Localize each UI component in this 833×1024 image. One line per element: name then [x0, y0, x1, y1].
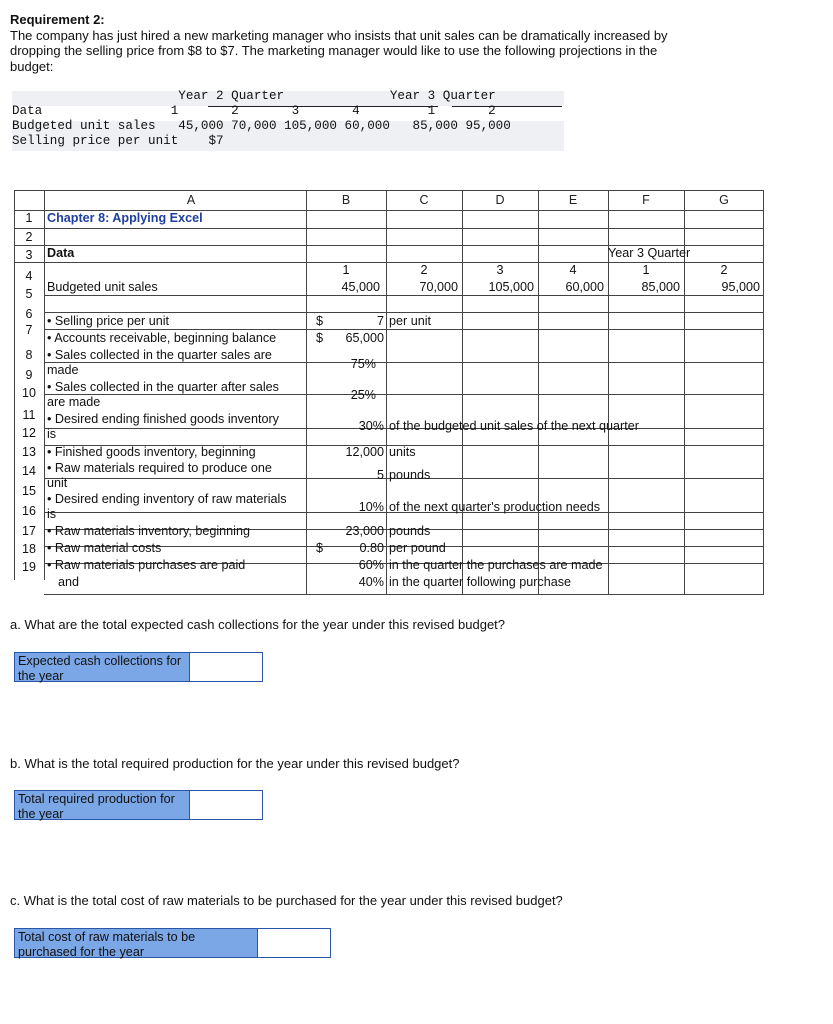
item-value: 7: [376, 314, 384, 328]
item-label-cont: are made: [47, 395, 101, 409]
expected-cash-collections-input[interactable]: [189, 652, 263, 682]
item-label: • Sales collected in the quarter after sales: [47, 380, 279, 394]
item-note: units: [389, 445, 416, 459]
item-value: 60%: [358, 558, 384, 572]
item-value: 25%: [350, 388, 376, 402]
row-number: 4: [25, 269, 33, 283]
quarter-header: 3: [496, 263, 504, 277]
item-label: • Desired ending finished goods inventory: [47, 412, 279, 426]
item-value: 40%: [358, 575, 384, 589]
quarter-header: 1: [342, 263, 350, 277]
item-label-cont: and: [58, 575, 80, 589]
row-number: 18: [22, 542, 36, 556]
row-number: 17: [22, 524, 36, 538]
item-label-cont: made: [47, 363, 79, 377]
item-value: 30%: [358, 419, 384, 433]
answer-row-a: [14, 652, 264, 684]
row-number: 3: [25, 248, 33, 262]
row-number: 1: [25, 211, 33, 225]
item-value: 75%: [350, 357, 376, 371]
item-note: of the next quarter's production needs: [389, 500, 601, 514]
requirement-text: The company has just hired a new marketing manager who insists that unit sales can be dramatically increased by dropping the selling price from $8 to $7. The marketing manager would like to use the following projections in the budget:: [10, 27, 668, 74]
budgeted-unit-sales-value: 60,000: [565, 280, 604, 294]
item-label-cont: unit: [47, 476, 68, 490]
data-box-line-2: Data 1 2 3 4 1 2: [12, 104, 496, 118]
item-label-cont: is: [47, 507, 57, 521]
col-header-f: F: [642, 193, 650, 207]
budgeted-unit-sales-value: 70,000: [419, 280, 458, 294]
question-b: b. What is the total required production for the year under this revised budget?: [10, 756, 460, 771]
requirement-header: [10, 12, 810, 74]
row-number: 6: [25, 307, 33, 321]
row-number: 9: [25, 368, 33, 382]
answer-row-b: [14, 790, 264, 822]
row-number: 8: [25, 348, 33, 362]
col-header-b: B: [341, 193, 351, 207]
row-number: 11: [22, 408, 36, 422]
answer-label-b: Total required production for the year: [14, 790, 190, 820]
budgeted-unit-sales-value: 95,000: [721, 280, 760, 294]
col-header-c: C: [419, 193, 429, 207]
quarter-header: 2: [420, 263, 428, 277]
quarter-header: 2: [720, 263, 728, 277]
item-note: in the quarter following purchase: [389, 575, 572, 589]
row-number: 19: [22, 560, 36, 574]
data-box-line-1: Year 2 Quarter Year 3 Quarter: [12, 89, 496, 103]
budgeted-unit-sales-value: 85,000: [641, 280, 680, 294]
spreadsheet: [14, 190, 764, 600]
answer-label-c: Total cost of raw materials to be purchased for the year: [14, 928, 258, 958]
row-number: 13: [22, 445, 36, 459]
item-value: 10%: [358, 500, 384, 514]
item-note: pounds: [389, 468, 431, 482]
answer-row-c: [14, 928, 332, 960]
item-label-cont: is: [47, 427, 57, 441]
col-header-g: G: [719, 193, 729, 207]
item-label: • Selling price per unit: [47, 314, 170, 328]
col-header-a: A: [186, 193, 196, 207]
raw-materials-cost-input[interactable]: [257, 928, 331, 958]
item-note: per pound: [389, 541, 446, 555]
row-number: 14: [22, 464, 36, 478]
row-number: 5: [25, 287, 33, 301]
item-label: • Finished goods inventory, beginning: [47, 445, 256, 459]
col-header-e: E: [568, 193, 578, 207]
row-number: 2: [25, 230, 33, 244]
item-value: 12,000: [345, 445, 384, 459]
item-label: • Sales collected in the quarter sales are: [47, 348, 272, 362]
requirement-title: Requirement 2:: [10, 12, 105, 27]
row-number: 10: [22, 386, 36, 400]
item-label: • Raw materials purchases are paid: [47, 558, 246, 572]
item-note: pounds: [389, 524, 431, 538]
row-number: 7: [25, 323, 33, 337]
row-number: 12: [22, 426, 36, 440]
item-value: 23,000: [345, 524, 384, 538]
budgeted-unit-sales-value: 105,000: [488, 280, 534, 294]
row-number: 15: [22, 484, 36, 498]
item-label: • Raw material costs: [47, 541, 162, 555]
budgeted-unit-sales-value: 45,000: [341, 280, 380, 294]
budgeted-unit-sales-label: Budgeted unit sales: [47, 280, 158, 294]
quarter-header: 1: [642, 263, 650, 277]
projection-data-box: [12, 88, 564, 162]
item-label: • Raw materials required to produce one: [47, 461, 272, 475]
sheet-title: Chapter 8: Applying Excel: [47, 211, 203, 225]
data-label: Data: [47, 246, 75, 260]
currency-sign: $: [316, 331, 324, 345]
year3-quarter-label: Year 3 Quarter: [608, 246, 691, 260]
item-label: • Accounts receivable, beginning balance: [47, 331, 277, 345]
item-value: 0.80: [359, 541, 384, 555]
item-label: • Raw materials inventory, beginning: [47, 524, 250, 538]
currency-sign: $: [316, 314, 324, 328]
data-box-line-3: Budgeted unit sales 45,000 70,000 105,000 60,000 85,000 95,000: [12, 119, 511, 133]
item-value: 65,000: [345, 331, 384, 345]
currency-sign: $: [316, 541, 324, 555]
row-number: 16: [22, 504, 36, 518]
item-label: • Desired ending inventory of raw materials: [47, 492, 287, 506]
item-note: per unit: [389, 314, 432, 328]
total-required-production-input[interactable]: [189, 790, 263, 820]
item-note: of the budgeted unit sales of the next quarter: [389, 419, 639, 433]
question-a: a. What are the total expected cash collections for the year under this revised budget?: [10, 617, 506, 632]
col-header-d: D: [495, 193, 505, 207]
answer-label-a: Expected cash collections for the year: [14, 652, 190, 682]
item-note: in the quarter the purchases are made: [389, 558, 603, 572]
data-box-line-4: Selling price per unit $7: [12, 134, 224, 148]
question-c: c. What is the total cost of raw materials to be purchased for the year under this revised budget?: [10, 893, 563, 908]
quarter-header: 4: [569, 263, 577, 277]
item-value: 5: [376, 468, 384, 482]
